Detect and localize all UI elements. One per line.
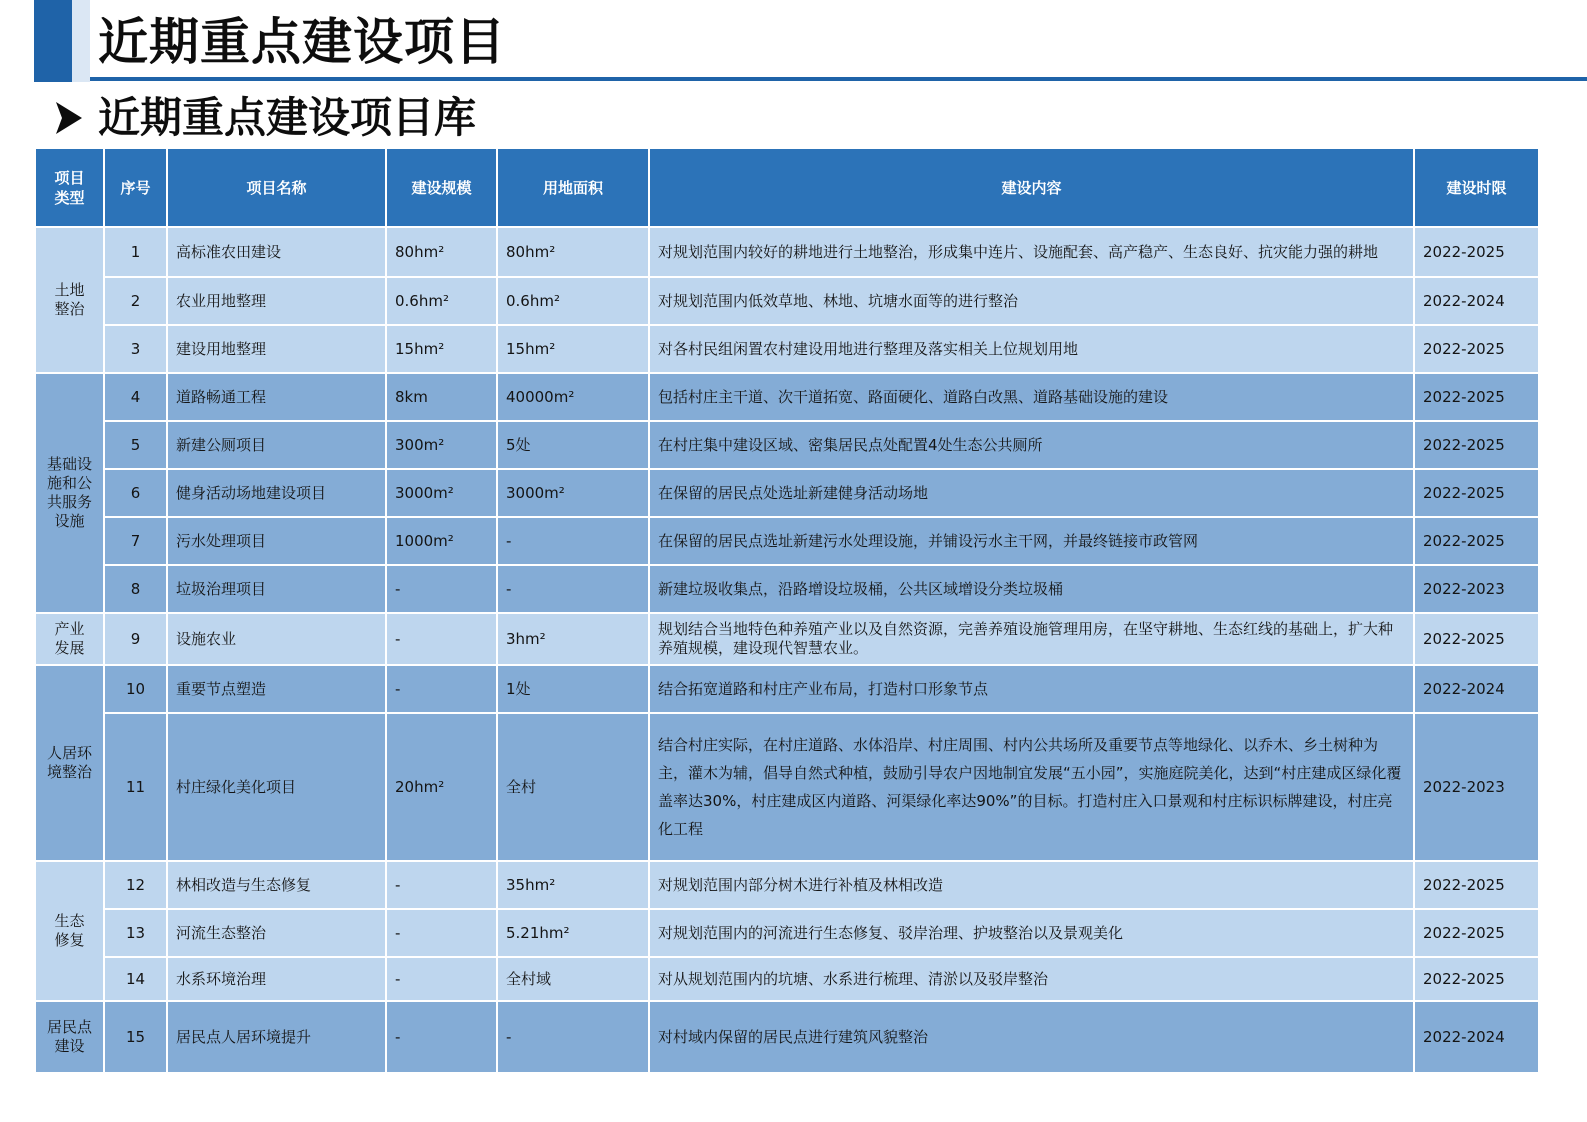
- scale-cell: 3000m²: [386, 469, 497, 517]
- area-cell: 80hm²: [497, 227, 649, 277]
- page-title: 近期重点建设项目: [98, 13, 506, 71]
- period-cell: 2022-2025: [1414, 325, 1539, 373]
- table-row: [35, 909, 1539, 957]
- seq-cell: 9: [104, 613, 167, 665]
- content-cell: 在村庄集中建设区域、密集居民点处配置4处生态公共厕所: [649, 421, 1414, 469]
- period-cell: 2022-2025: [1414, 373, 1539, 421]
- title-accent-bar-light: [72, 0, 90, 82]
- content-cell: 对规划范围内较好的耕地进行土地整治，形成集中连片、设施配套、高产稳产、生态良好、抗灾能力强的耕地: [649, 227, 1414, 277]
- name-cell: 河流生态整治: [167, 909, 386, 957]
- seq-cell: 12: [104, 861, 167, 909]
- name-cell: 村庄绿化美化项目: [167, 713, 386, 861]
- period-cell: 2022-2025: [1414, 421, 1539, 469]
- table-row: [35, 469, 1539, 517]
- content-cell: 在保留的居民点处选址新建健身活动场地: [649, 469, 1414, 517]
- name-cell: 建设用地整理: [167, 325, 386, 373]
- category-cell: 生态 修复: [35, 861, 104, 1001]
- header-period: 建设时限: [1414, 148, 1539, 227]
- seq-cell: 2: [104, 277, 167, 325]
- title-underline: [90, 77, 1587, 81]
- seq-cell: 1: [104, 227, 167, 277]
- table-row: [35, 861, 1539, 909]
- content-cell: 对从规划范围内的坑塘、水系进行梳理、清淤以及驳岸整治: [649, 957, 1414, 1001]
- triangle-arrow-right-icon: [54, 100, 84, 136]
- seq-cell: 7: [104, 517, 167, 565]
- header-scale: 建设规模: [386, 148, 497, 227]
- area-cell: 全村: [497, 713, 649, 861]
- period-cell: 2022-2023: [1414, 713, 1539, 861]
- period-cell: 2022-2024: [1414, 665, 1539, 713]
- content-cell: 对规划范围内低效草地、林地、坑塘水面等的进行整治: [649, 277, 1414, 325]
- seq-cell: 14: [104, 957, 167, 1001]
- table-row: [35, 957, 1539, 1001]
- table-row: [35, 227, 1539, 277]
- seq-cell: 6: [104, 469, 167, 517]
- scale-cell: -: [386, 613, 497, 665]
- seq-cell: 4: [104, 373, 167, 421]
- period-cell: 2022-2025: [1414, 227, 1539, 277]
- category-cell: 人居环 境整治: [35, 665, 104, 861]
- period-cell: 2022-2025: [1414, 909, 1539, 957]
- area-cell: 3hm²: [497, 613, 649, 665]
- area-cell: 40000m²: [497, 373, 649, 421]
- scale-cell: -: [386, 861, 497, 909]
- header-area: 用地面积: [497, 148, 649, 227]
- period-cell: 2022-2025: [1414, 469, 1539, 517]
- scale-cell: -: [386, 909, 497, 957]
- content-cell: 在保留的居民点选址新建污水处理设施，并铺设污水主干网，并最终链接市政管网: [649, 517, 1414, 565]
- area-cell: -: [497, 517, 649, 565]
- area-cell: 5.21hm²: [497, 909, 649, 957]
- category-cell: 居民点 建设: [35, 1001, 104, 1073]
- table-row: [35, 613, 1539, 665]
- table-row: [35, 713, 1539, 861]
- header-type: 项目 类型: [35, 148, 104, 227]
- table-header-row: [35, 148, 1539, 227]
- scale-cell: 0.6hm²: [386, 277, 497, 325]
- table-row: [35, 665, 1539, 713]
- name-cell: 居民点人居环境提升: [167, 1001, 386, 1073]
- content-cell: 对村域内保留的居民点进行建筑风貌整治: [649, 1001, 1414, 1073]
- name-cell: 林相改造与生态修复: [167, 861, 386, 909]
- scale-cell: -: [386, 957, 497, 1001]
- scale-cell: -: [386, 665, 497, 713]
- area-cell: 0.6hm²: [497, 277, 649, 325]
- table-row: [35, 277, 1539, 325]
- content-cell: 对各村民组闲置农村建设用地进行整理及落实相关上位规划用地: [649, 325, 1414, 373]
- content-cell: 结合村庄实际，在村庄道路、水体沿岸、村庄周围、村内公共场所及重要节点等地绿化、以乔木、乡土树种为主，灌木为辅，倡导自然式种植，鼓励引导农户因地制宜发展“五小园”，实施庭院美化，达到“村庄建成区绿化覆盖率达30%，村庄建成区内道路、河渠绿化率达90%”的目标。打造村庄入口景观和村庄标识标牌建设，村庄亮化工程: [649, 713, 1414, 861]
- category-cell: 产业 发展: [35, 613, 104, 665]
- scale-cell: 80hm²: [386, 227, 497, 277]
- seq-cell: 15: [104, 1001, 167, 1073]
- content-cell: 对规划范围内部分树木进行补植及林相改造: [649, 861, 1414, 909]
- content-cell: 包括村庄主干道、次干道拓宽、路面硬化、道路白改黑、道路基础设施的建设: [649, 373, 1414, 421]
- header-content: 建设内容: [649, 148, 1414, 227]
- section-title: 近期重点建设项目库: [98, 93, 477, 142]
- seq-cell: 11: [104, 713, 167, 861]
- table-row: [35, 517, 1539, 565]
- scale-cell: 8km: [386, 373, 497, 421]
- content-cell: 规划结合当地特色种养殖产业以及自然资源，完善养殖设施管理用房，在坚守耕地、生态红线的基础上，扩大种养殖规模，建设现代智慧农业。: [649, 613, 1414, 665]
- content-cell: 对规划范围内的河流进行生态修复、驳岸治理、护坡整治以及景观美化: [649, 909, 1414, 957]
- name-cell: 农业用地整理: [167, 277, 386, 325]
- table-row: [35, 325, 1539, 373]
- scale-cell: -: [386, 1001, 497, 1073]
- header-name: 项目名称: [167, 148, 386, 227]
- category-cell: 基础设 施和公 共服务 设施: [35, 373, 104, 613]
- table-row: [35, 373, 1539, 421]
- seq-cell: 13: [104, 909, 167, 957]
- area-cell: 5处: [497, 421, 649, 469]
- area-cell: 35hm²: [497, 861, 649, 909]
- category-cell: 土地 整治: [35, 227, 104, 373]
- name-cell: 道路畅通工程: [167, 373, 386, 421]
- header-seq: 序号: [104, 148, 167, 227]
- seq-cell: 5: [104, 421, 167, 469]
- period-cell: 2022-2023: [1414, 565, 1539, 613]
- scale-cell: 1000m²: [386, 517, 497, 565]
- name-cell: 高标准农田建设: [167, 227, 386, 277]
- area-cell: 全村域: [497, 957, 649, 1001]
- table-row: [35, 421, 1539, 469]
- name-cell: 健身活动场地建设项目: [167, 469, 386, 517]
- period-cell: 2022-2025: [1414, 517, 1539, 565]
- period-cell: 2022-2024: [1414, 1001, 1539, 1073]
- seq-cell: 8: [104, 565, 167, 613]
- table-row: [35, 1001, 1539, 1073]
- period-cell: 2022-2025: [1414, 613, 1539, 665]
- period-cell: 2022-2024: [1414, 277, 1539, 325]
- name-cell: 新建公厕项目: [167, 421, 386, 469]
- area-cell: -: [497, 1001, 649, 1073]
- area-cell: 3000m²: [497, 469, 649, 517]
- name-cell: 污水处理项目: [167, 517, 386, 565]
- name-cell: 水系环境治理: [167, 957, 386, 1001]
- name-cell: 设施农业: [167, 613, 386, 665]
- title-accent-bar: [34, 0, 72, 82]
- scale-cell: 15hm²: [386, 325, 497, 373]
- scale-cell: 300m²: [386, 421, 497, 469]
- project-table: [34, 147, 1540, 1074]
- content-cell: 新建垃圾收集点，沿路增设垃圾桶，公共区域增设分类垃圾桶: [649, 565, 1414, 613]
- seq-cell: 10: [104, 665, 167, 713]
- area-cell: 1处: [497, 665, 649, 713]
- name-cell: 垃圾治理项目: [167, 565, 386, 613]
- seq-cell: 3: [104, 325, 167, 373]
- period-cell: 2022-2025: [1414, 861, 1539, 909]
- scale-cell: 20hm²: [386, 713, 497, 861]
- content-cell: 结合拓宽道路和村庄产业布局，打造村口形象节点: [649, 665, 1414, 713]
- period-cell: 2022-2025: [1414, 957, 1539, 1001]
- table-row: [35, 565, 1539, 613]
- name-cell: 重要节点塑造: [167, 665, 386, 713]
- area-cell: 15hm²: [497, 325, 649, 373]
- scale-cell: -: [386, 565, 497, 613]
- area-cell: -: [497, 565, 649, 613]
